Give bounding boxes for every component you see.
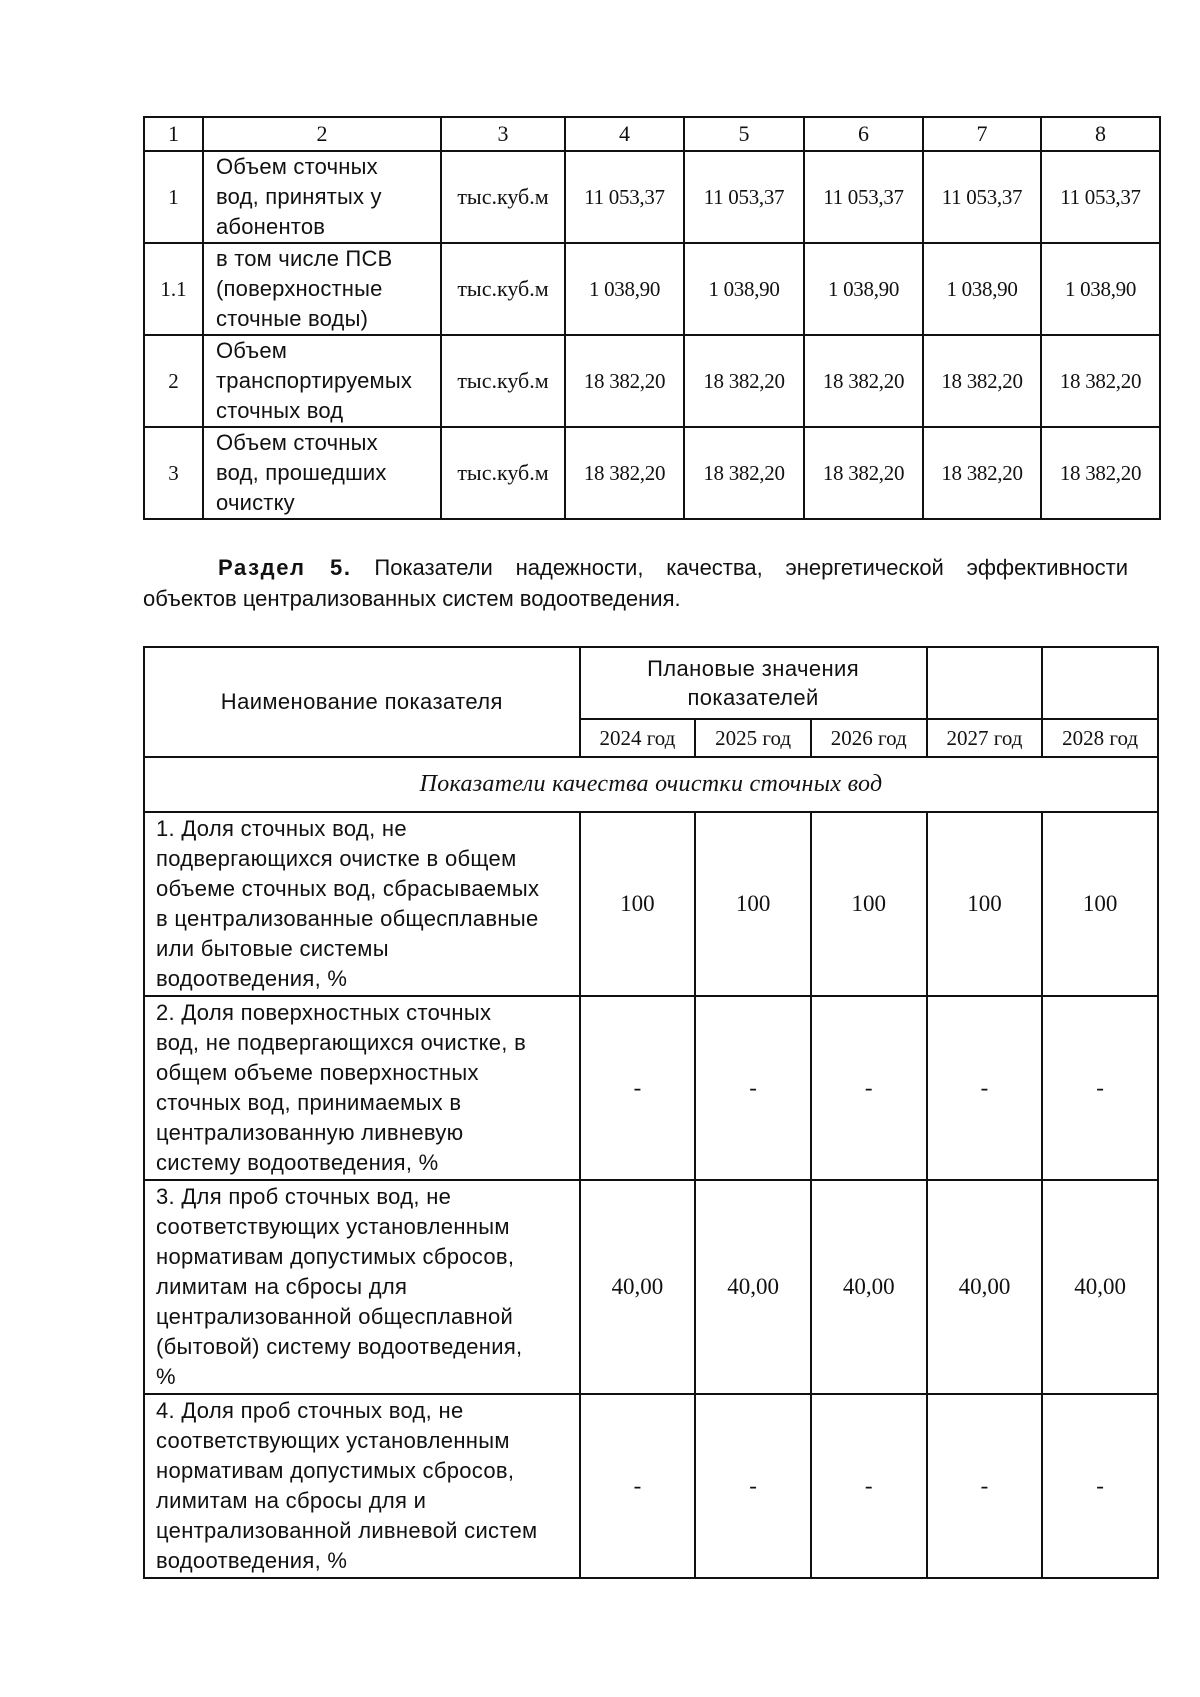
value-cell: 18 382,20 bbox=[804, 427, 923, 519]
section-title-part1: Показатели надежности, качества, энергетической эффективности bbox=[374, 555, 1128, 580]
indicator-name: 4. Доля проб сточных вод, не соответствующих установленным нормативам допустимых сбросов, лимитам на сбросы для и централизованной ливневой систем водоотведения, % bbox=[144, 1394, 580, 1578]
value-cell: 100 bbox=[695, 812, 811, 996]
row-number: 3 bbox=[144, 427, 203, 519]
value-cell: - bbox=[695, 1394, 811, 1578]
column-number: 8 bbox=[1041, 117, 1160, 151]
year-header: 2025 год bbox=[695, 719, 811, 757]
empty-header-cell bbox=[1042, 647, 1158, 719]
value-cell: - bbox=[927, 996, 1043, 1180]
value-cell: - bbox=[695, 996, 811, 1180]
empty-header-cell bbox=[927, 647, 1043, 719]
value-cell: 11 053,37 bbox=[565, 151, 684, 243]
indicator-name: 2. Доля поверхностных сточных вод, не подвергающихся очистке, в общем объеме поверхностных сточных вод, принимаемых в централизованную ливневую систему водоотведения, % bbox=[144, 996, 580, 1180]
value-cell: - bbox=[927, 1394, 1043, 1578]
table-row bbox=[144, 1180, 1158, 1394]
volume-table bbox=[143, 116, 1161, 520]
value-cell: - bbox=[811, 1394, 927, 1578]
header-row bbox=[144, 647, 1158, 719]
row-name: Объем сточных вод, принятых у абонентов bbox=[203, 151, 441, 243]
section-title-part2: объектов централизованных систем водоотведения. bbox=[143, 586, 681, 611]
value-cell: 100 bbox=[811, 812, 927, 996]
row-unit: тыс.куб.м bbox=[441, 151, 565, 243]
value-cell: 18 382,20 bbox=[1041, 335, 1160, 427]
table-row bbox=[144, 1394, 1158, 1578]
column-number: 7 bbox=[923, 117, 1041, 151]
table-row bbox=[144, 427, 1160, 519]
value-cell: 1 038,90 bbox=[923, 243, 1041, 335]
year-header: 2026 год bbox=[811, 719, 927, 757]
value-cell: 18 382,20 bbox=[565, 335, 684, 427]
indicator-name: 1. Доля сточных вод, не подвергающихся очистке в общем объеме сточных вод, сбрасываемых в централизованные общесплавные или бытовые системы водоотведения, % bbox=[144, 812, 580, 996]
table-row bbox=[144, 996, 1158, 1180]
year-header: 2028 год bbox=[1042, 719, 1158, 757]
row-name: Объем сточных вод, прошедших очистку bbox=[203, 427, 441, 519]
indicators-table bbox=[143, 646, 1159, 1579]
value-cell: 100 bbox=[580, 812, 696, 996]
column-number: 4 bbox=[565, 117, 684, 151]
value-cell: 40,00 bbox=[927, 1180, 1043, 1394]
column-number: 5 bbox=[684, 117, 804, 151]
value-cell: 11 053,37 bbox=[1041, 151, 1160, 243]
section-label: Раздел 5. bbox=[218, 555, 352, 580]
value-cell: 100 bbox=[1042, 812, 1158, 996]
row-name: в том числе ПСВ (поверхностные сточные воды) bbox=[203, 243, 441, 335]
value-cell: - bbox=[1042, 1394, 1158, 1578]
value-cell: 40,00 bbox=[580, 1180, 696, 1394]
column-number: 2 bbox=[203, 117, 441, 151]
row-unit: тыс.куб.м bbox=[441, 335, 565, 427]
planned-values-header: Плановые значения показателей bbox=[580, 647, 927, 719]
table-row bbox=[144, 335, 1160, 427]
row-unit: тыс.куб.м bbox=[441, 427, 565, 519]
year-header: 2027 год bbox=[927, 719, 1043, 757]
value-cell: 40,00 bbox=[811, 1180, 927, 1394]
row-name: Объем транспортируемых сточных вод bbox=[203, 335, 441, 427]
value-cell: 1 038,90 bbox=[804, 243, 923, 335]
indicator-name: 3. Для проб сточных вод, не соответствующих установленным нормативам допустимых сбросов, лимитам на сбросы для централизованной общесплавной (бытовой) систему водоотведения, % bbox=[144, 1180, 580, 1394]
value-cell: - bbox=[1042, 996, 1158, 1180]
row-unit: тыс.куб.м bbox=[441, 243, 565, 335]
value-cell: 18 382,20 bbox=[565, 427, 684, 519]
value-cell: 11 053,37 bbox=[804, 151, 923, 243]
value-cell: 18 382,20 bbox=[804, 335, 923, 427]
value-cell: - bbox=[811, 996, 927, 1180]
year-header: 2024 год bbox=[580, 719, 696, 757]
table-row bbox=[144, 151, 1160, 243]
column-number: 3 bbox=[441, 117, 565, 151]
row-number: 2 bbox=[144, 335, 203, 427]
value-cell: 11 053,37 bbox=[684, 151, 804, 243]
row-number: 1 bbox=[144, 151, 203, 243]
indicator-name-header: Наименование показателя bbox=[144, 647, 580, 757]
value-cell: - bbox=[580, 1394, 696, 1578]
value-cell: 1 038,90 bbox=[684, 243, 804, 335]
value-cell: 1 038,90 bbox=[565, 243, 684, 335]
value-cell: - bbox=[580, 996, 696, 1180]
column-number: 1 bbox=[144, 117, 203, 151]
group-title: Показатели качества очистки сточных вод bbox=[144, 757, 1158, 812]
value-cell: 18 382,20 bbox=[923, 427, 1041, 519]
value-cell: 18 382,20 bbox=[1041, 427, 1160, 519]
value-cell: 40,00 bbox=[695, 1180, 811, 1394]
group-row bbox=[144, 757, 1158, 812]
section-heading bbox=[143, 552, 1128, 614]
value-cell: 11 053,37 bbox=[923, 151, 1041, 243]
value-cell: 1 038,90 bbox=[1041, 243, 1160, 335]
value-cell: 40,00 bbox=[1042, 1180, 1158, 1394]
value-cell: 18 382,20 bbox=[923, 335, 1041, 427]
value-cell: 18 382,20 bbox=[684, 427, 804, 519]
table-row bbox=[144, 812, 1158, 996]
value-cell: 18 382,20 bbox=[684, 335, 804, 427]
section-heading-line1 bbox=[143, 552, 1128, 583]
row-number: 1.1 bbox=[144, 243, 203, 335]
table-row bbox=[144, 243, 1160, 335]
column-number-row bbox=[144, 117, 1160, 151]
value-cell: 100 bbox=[927, 812, 1043, 996]
column-number: 6 bbox=[804, 117, 923, 151]
